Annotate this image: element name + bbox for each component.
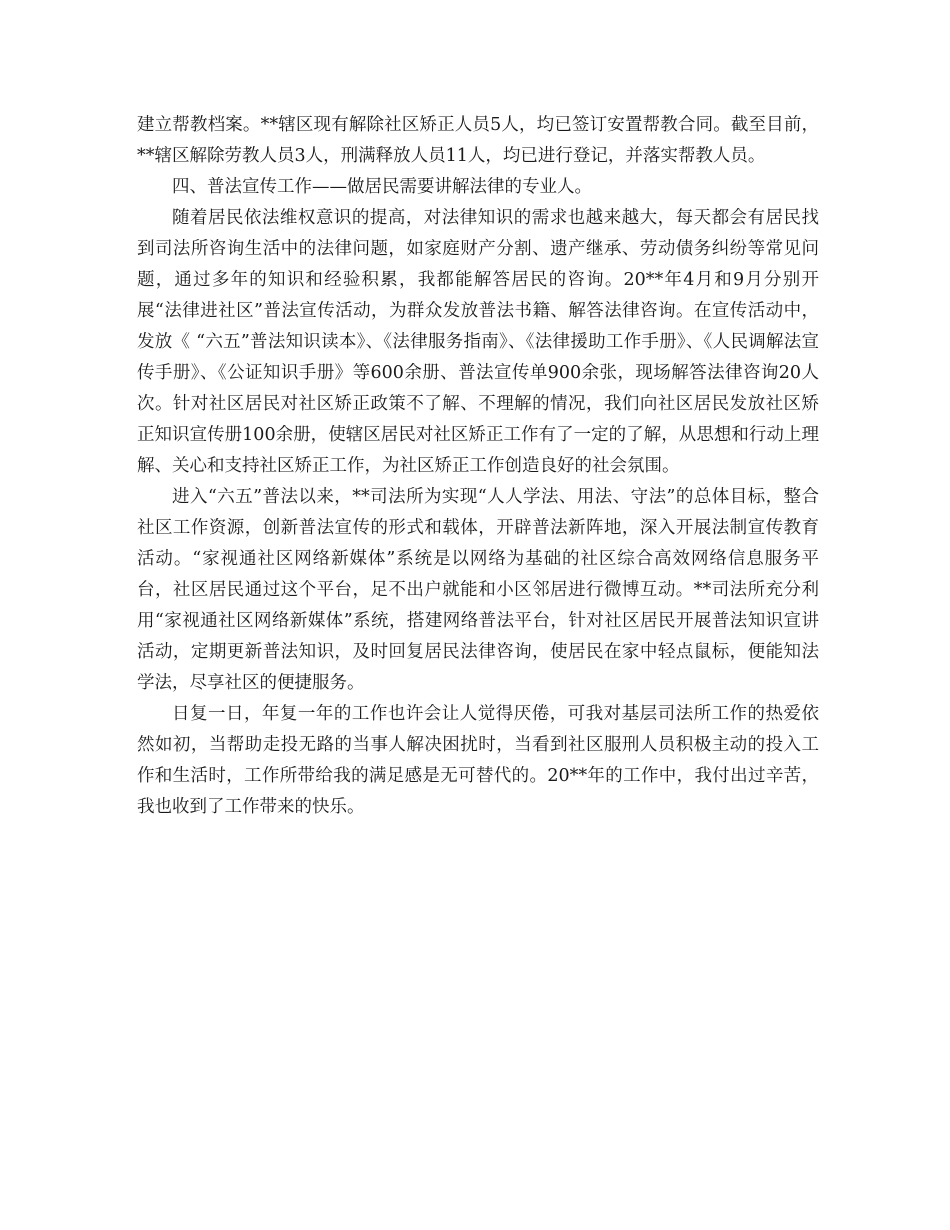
section-heading-legal-publicity: 四、普法宣传工作——做居民需要讲解法律的专业人。	[172, 177, 592, 197]
document-body	[137, 110, 819, 823]
paragraph-network-platform: 进入“六五”普法以来，**司法所为实现“人人学法、用法、守法”的总体目标，整合社区工作资源，创新普法宣传的形式和载体，开辟普法新阵地，深入开展法制宣传教育活动。“家视通社区网络新媒体”系统是以网络为基础的社区综合高效网络信息服务平台，社区居民通过这个平台，足不出户就能和小区邻居进行微博互动。**司法所充分利用“家视通社区网络新媒体”系统，搭建网络普法平台，针对社区居民开展普法知识宣讲活动，定期更新普法知识，及时回复居民法律咨询，使居民在家中轻点鼠标，便能知法学法，尽享社区的便捷服务。	[137, 487, 819, 693]
paragraph-conclusion: 日复一日，年复一年的工作也许会让人觉得厌倦，可我对基层司法所工作的热爱依然如初，当帮助走投无路的当事人解决困扰时，当看到社区服刑人员积极主动的投入工作和生活时，工作所带给我的满足感是无可替代的。20**年的工作中，我付出过辛苦，我也收到了工作带来的快乐。	[137, 704, 819, 817]
paragraph-continuation: 建立帮教档案。**辖区现有解除社区矫正人员5人，均已签订安置帮教合同。截至目前，**辖区解除劳教人员3人，刑满释放人员11人，均已进行登记，并落实帮教人员。	[137, 115, 819, 166]
paragraph-legal-consultation: 随着居民依法维权意识的提高，对法律知识的需求也越来越大，每天都会有居民找到司法所咨询生活中的法律问题，如家庭财产分割、遗产继承、劳动债务纠纷等常见问题，通过多年的知识和经验积累，我都能解答居民的咨询。20**年4月和9月分别开展“法律进社区”普法宣传活动，为群众发放普法书籍、解答法律咨询。在宣传活动中，发放《 “六五”普法知识读本》、《法律服务指南》、《法律援助工作手册》、《人民调解法宣传手册》、《公证知识手册》等600余册、普法宣传单900余张，现场解答法律咨询20人次。针对社区居民对社区矫正政策不了解、不理解的情况，我们向社区居民发放社区矫正知识宣传册100余册，使辖区居民对社区矫正工作有了一定的了解，从思想和行动上理解、关心和支持社区矫正工作，为社区矫正工作创造良好的社会氛围。	[137, 208, 819, 476]
